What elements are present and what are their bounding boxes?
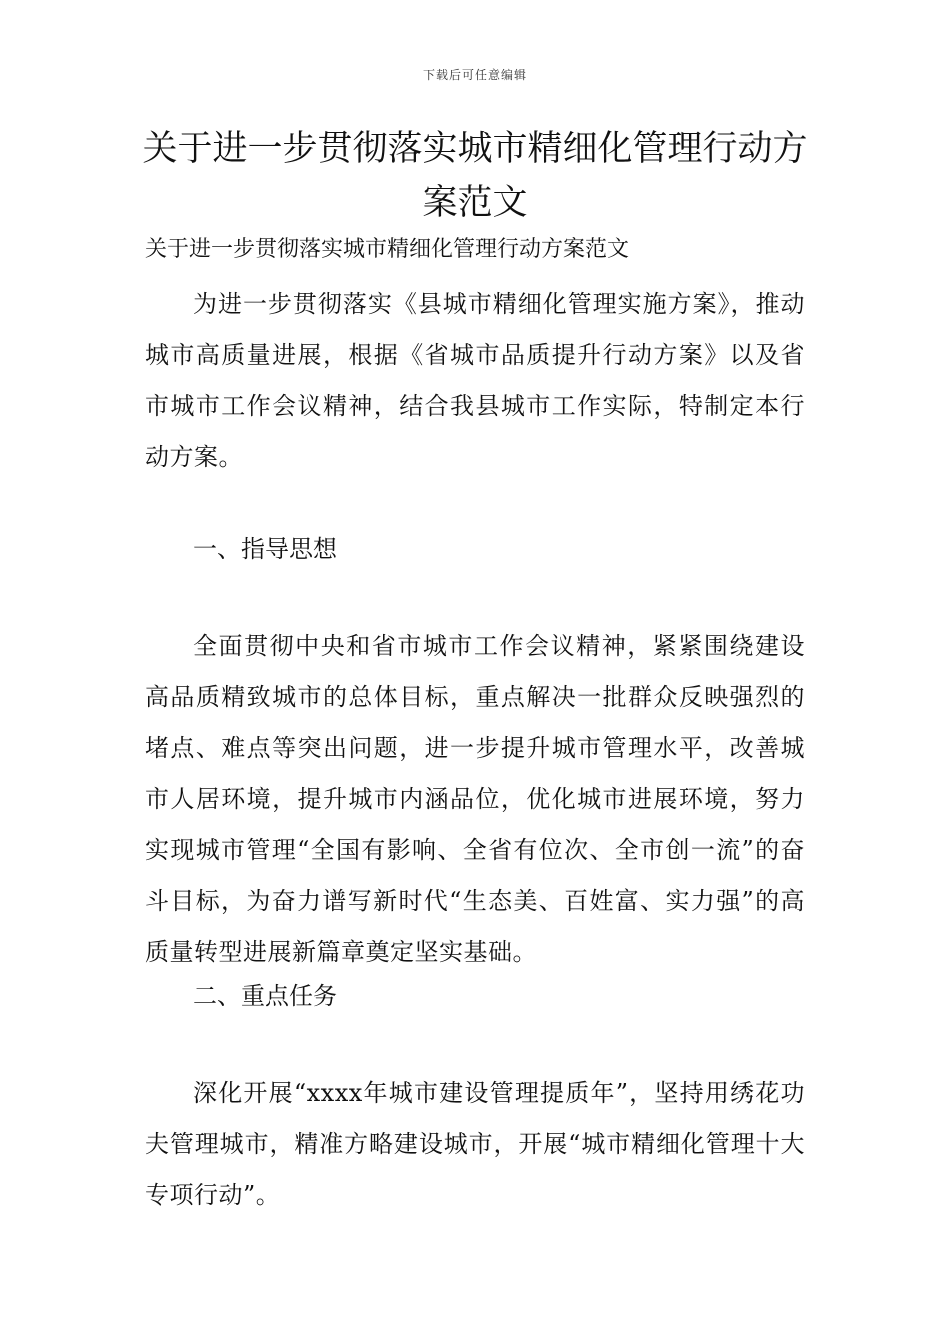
section-body-guiding-ideology: 全面贯彻中央和省市城市工作会议精神，紧紧围绕建设高品质精致城市的总体目标，重点解决一批群众反映强烈的堵点、难点等突出问题，进一步提升城市管理水平，改善城市人居环境，提升城市内涵品位，优化城市进展环境，努力实现城市管理“全国有影响、全省有位次、全市创一流”的奋斗目标，为奋力谱写新时代“生态美、百姓富、实力强”的高质量转型进展新篇章奠定坚实基础。	[145, 632, 805, 966]
document-subtitle: 关于进一步贯彻落实城市精细化管理行动方案范文	[145, 237, 630, 262]
section-body-key-tasks: 深化开展“xxxx年城市建设管理提质年”，坚持用绣花功夫管理城市，精准方略建设城市，开展“城市精细化管理十大专项行动”。	[145, 1079, 805, 1209]
document-title: 关于进一步贯彻落实城市精细化管理行动方案范文	[142, 129, 808, 223]
page-header: 下载后可任意编辑	[422, 68, 527, 82]
intro-paragraph: 为进一步贯彻落实《县城市精细化管理实施方案》，推动城市高质量进展，根据《省城市品质提升行动方案》以及省市城市工作会议精神，结合我县城市工作实际，特制定本行动方案。	[145, 290, 805, 471]
section-heading-guiding-ideology: 一、指导思想	[193, 535, 337, 563]
section-heading-key-tasks: 二、重点任务	[193, 982, 337, 1010]
